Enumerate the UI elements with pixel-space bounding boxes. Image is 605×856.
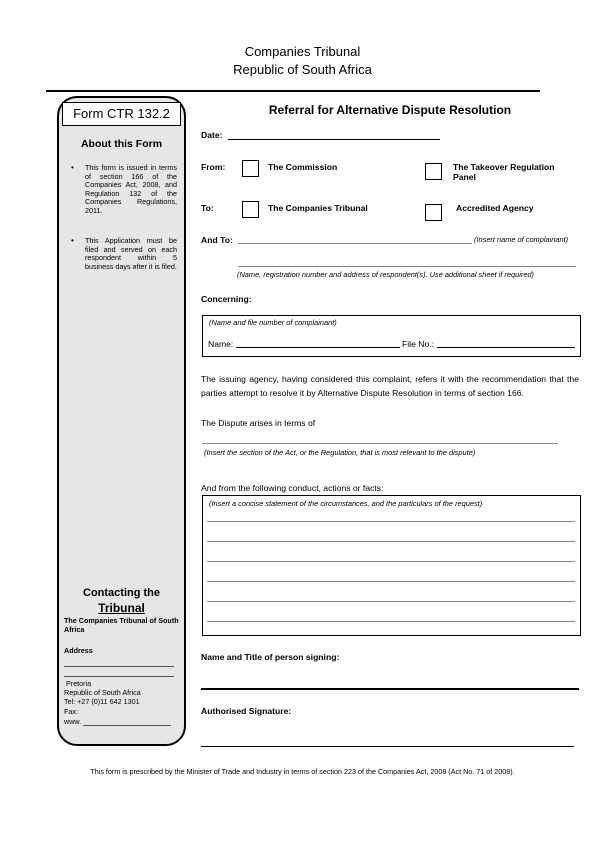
commission-label: The Commission [268, 162, 338, 172]
respondent-hint: (Name, registration number and address of respondent(s). Use additional sheet if required) [237, 270, 535, 279]
conduct-label: And from the following conduct, actions or facts: [201, 483, 384, 493]
conduct-line-6[interactable] [207, 621, 575, 622]
file-no-field[interactable] [437, 347, 575, 348]
concerning-box [202, 315, 581, 357]
conduct-line-1[interactable] [207, 521, 575, 522]
signer-label: Name and Title of person signing: [201, 652, 340, 662]
sidebar-bullet-2: • This Application must be filed and served on each respondent within 5 business days after it is filed. [71, 236, 177, 271]
signature-label: Authorised Signature: [201, 706, 292, 716]
respondent-field[interactable] [238, 266, 576, 267]
tribunal-label: The Companies Tribunal [268, 203, 368, 213]
section-field[interactable] [202, 443, 558, 444]
header-line-1: Companies Tribunal [244, 44, 361, 59]
footer-note: This form is prescribed by the Minister of Trade and Industry in terms of section 223 of the Companies Act, 2008 (Act No. 71 of 2008). [90, 767, 515, 776]
complainant-field[interactable] [238, 243, 472, 244]
bullet-icon: • [71, 236, 74, 245]
contact-fax: Fax: [64, 707, 78, 716]
complainant-hint: (Insert name of complainant) [474, 235, 569, 244]
conduct-hint: (Insert a concise statement of the circumstances, and the particulars of the request) [209, 499, 483, 508]
signer-field[interactable] [201, 688, 579, 690]
conduct-line-5[interactable] [207, 601, 575, 602]
form-number: Form CTR 132.2 [62, 102, 181, 126]
about-heading: About this Form [80, 138, 163, 150]
address-line-2 [64, 676, 174, 677]
org-name: The Companies Tribunal of South Africa [64, 616, 179, 634]
agency-label: Accredited Agency [456, 203, 534, 213]
file-no-label: File No.: [402, 339, 434, 349]
conduct-line-3[interactable] [207, 561, 575, 562]
section-hint: (Insert the section of the Act, or the Regulation, that is most relevant to the dispute) [204, 448, 476, 457]
to-label: To: [201, 203, 214, 213]
concerning-label: Concerning: [201, 294, 252, 304]
name-file-hint: (Name and file number of complainant) [209, 318, 337, 327]
from-label: From: [201, 162, 226, 172]
address-label: Address [64, 646, 93, 655]
header-rule [46, 90, 540, 92]
address-city: Pretoria [66, 679, 92, 688]
address-line-1 [64, 666, 174, 667]
www-line [83, 725, 171, 726]
date-field[interactable] [228, 139, 440, 140]
name-label: Name: [208, 339, 234, 349]
conduct-box [202, 495, 581, 636]
bullet-icon: • [71, 163, 74, 172]
date-label: Date: [201, 130, 223, 140]
conduct-line-4[interactable] [207, 581, 575, 582]
takeover-label: The Takeover Regulation Panel [453, 162, 555, 182]
contact-www: www. [64, 717, 82, 726]
and-to-label: And To: [201, 235, 233, 245]
conduct-line-2[interactable] [207, 541, 575, 542]
to-agency-checkbox[interactable] [425, 204, 442, 221]
contact-tel: Tel: +27 (0)11 642 1301 [64, 697, 140, 706]
from-takeover-checkbox[interactable] [425, 163, 442, 180]
dispute-label: The Dispute arises in terms of [201, 418, 316, 428]
signature-field[interactable] [201, 746, 574, 747]
contact-heading: Contacting the [83, 587, 160, 599]
to-tribunal-checkbox[interactable] [242, 201, 259, 218]
sidebar [57, 96, 186, 746]
contact-heading-tribunal: Tribunal [98, 601, 145, 615]
header-line-2: Republic of South Africa [233, 62, 372, 77]
sidebar-bullet-1: • This form is issued in terms of section 166 of the Companies Act, 2008, and Regulation 132 of the Companies Regulations, 2011. [71, 163, 177, 215]
address-country: Republic of South Africa [64, 688, 141, 697]
name-field[interactable] [236, 347, 400, 348]
form-title: Referral for Alternative Dispute Resolution [268, 103, 512, 117]
from-commission-checkbox[interactable] [242, 160, 259, 177]
referral-paragraph: The issuing agency, having considered this complaint, refers it with the recommendation that the parties attempt to resolve it by Alternative Dispute Resolution in terms of section 166. [201, 374, 579, 398]
